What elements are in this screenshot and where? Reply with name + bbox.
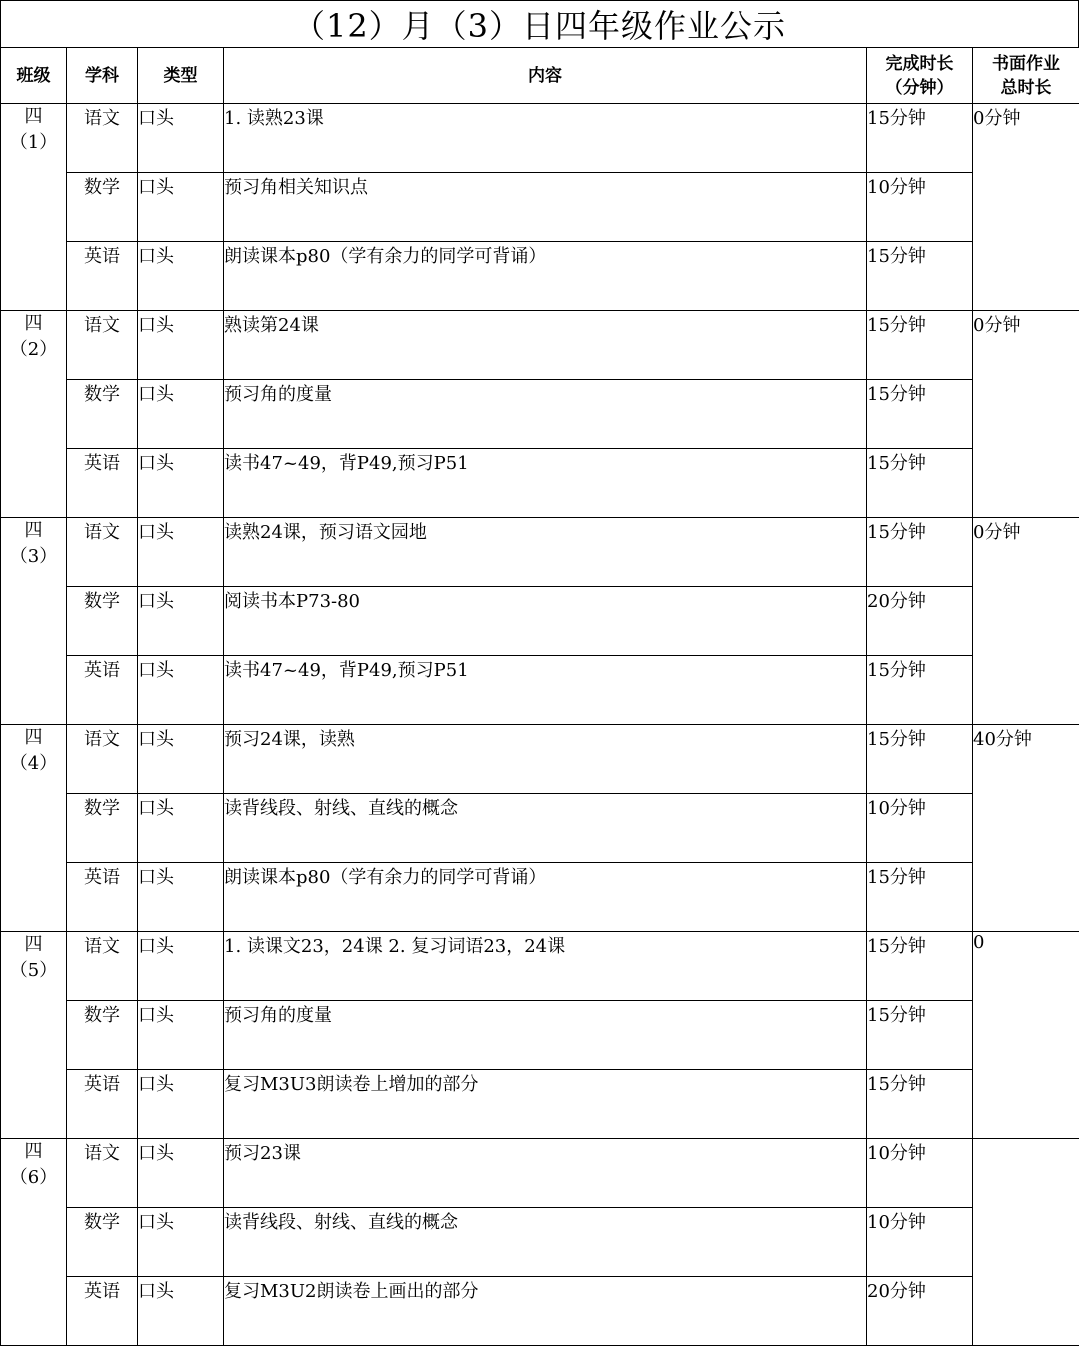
class-name: 四 xyxy=(1,932,66,958)
content-cell: 1. 读熟23课 xyxy=(224,104,867,173)
class-number: （2） xyxy=(1,337,66,363)
type-cell: 口头 xyxy=(138,1277,224,1346)
table-row xyxy=(1,794,1079,863)
type-cell: 口头 xyxy=(138,725,224,794)
table-row xyxy=(1,449,1079,518)
table-row xyxy=(1,1139,1079,1208)
table-row xyxy=(1,173,1079,242)
header-written-total xyxy=(973,48,1079,104)
header-duration-line1: 完成时长 xyxy=(867,52,972,76)
subject-cell: 语文 xyxy=(67,104,138,173)
content-cell: 读背线段、射线、直线的概念 xyxy=(224,1208,867,1277)
subject-cell: 语文 xyxy=(67,1139,138,1208)
table-body xyxy=(1,104,1079,1346)
subject-cell: 英语 xyxy=(67,449,138,518)
class-number: （5） xyxy=(1,958,66,984)
content-cell: 朗读课本p80（学有余力的同学可背诵） xyxy=(224,242,867,311)
type-cell: 口头 xyxy=(138,656,224,725)
table-row xyxy=(1,725,1079,794)
subject-cell: 英语 xyxy=(67,242,138,311)
header-class: 班级 xyxy=(1,48,67,104)
page-title: （12）月（3）日四年级作业公示 xyxy=(0,0,1079,48)
class-name: 四 xyxy=(1,518,66,544)
class-cell xyxy=(1,518,67,725)
header-duration xyxy=(867,48,973,104)
subject-cell: 语文 xyxy=(67,932,138,1001)
content-cell: 朗读课本p80（学有余力的同学可背诵） xyxy=(224,863,867,932)
class-number: （1） xyxy=(1,130,66,156)
duration-cell: 15分钟 xyxy=(867,311,973,380)
content-cell: 复习M3U2朗读卷上画出的部分 xyxy=(224,1277,867,1346)
content-cell: 复习M3U3朗读卷上增加的部分 xyxy=(224,1070,867,1139)
type-cell: 口头 xyxy=(138,104,224,173)
duration-cell: 15分钟 xyxy=(867,449,973,518)
duration-cell: 20分钟 xyxy=(867,587,973,656)
header-written-total-line2: 总时长 xyxy=(973,76,1079,100)
type-cell: 口头 xyxy=(138,242,224,311)
duration-cell: 10分钟 xyxy=(867,1208,973,1277)
duration-cell: 15分钟 xyxy=(867,932,973,1001)
type-cell: 口头 xyxy=(138,1070,224,1139)
duration-cell: 15分钟 xyxy=(867,380,973,449)
class-name: 四 xyxy=(1,104,66,130)
header-row xyxy=(1,48,1079,104)
header-subject: 学科 xyxy=(67,48,138,104)
type-cell: 口头 xyxy=(138,1208,224,1277)
duration-cell: 15分钟 xyxy=(867,1001,973,1070)
class-number: （6） xyxy=(1,1165,66,1191)
class-number: （4） xyxy=(1,751,66,777)
header-type: 类型 xyxy=(138,48,224,104)
content-cell: 预习角的度量 xyxy=(224,380,867,449)
type-cell: 口头 xyxy=(138,449,224,518)
table-row xyxy=(1,1001,1079,1070)
content-cell: 读背线段、射线、直线的概念 xyxy=(224,794,867,863)
type-cell: 口头 xyxy=(138,932,224,1001)
table-row xyxy=(1,587,1079,656)
content-cell: 预习23课 xyxy=(224,1139,867,1208)
class-cell xyxy=(1,1139,67,1346)
type-cell: 口头 xyxy=(138,794,224,863)
class-cell xyxy=(1,311,67,518)
subject-cell: 数学 xyxy=(67,173,138,242)
subject-cell: 英语 xyxy=(67,863,138,932)
content-cell: 读书47~49，背P49,预习P51 xyxy=(224,449,867,518)
type-cell: 口头 xyxy=(138,380,224,449)
table-row xyxy=(1,380,1079,449)
written-total-cell: 0分钟 xyxy=(973,311,1079,518)
duration-cell: 15分钟 xyxy=(867,863,973,932)
table-row xyxy=(1,1208,1079,1277)
subject-cell: 数学 xyxy=(67,380,138,449)
table-row xyxy=(1,1277,1079,1346)
subject-cell: 语文 xyxy=(67,725,138,794)
content-cell: 阅读书本P73-80 xyxy=(224,587,867,656)
content-cell: 预习角的度量 xyxy=(224,1001,867,1070)
subject-cell: 英语 xyxy=(67,656,138,725)
header-duration-line2: （分钟） xyxy=(867,76,972,100)
subject-cell: 数学 xyxy=(67,1001,138,1070)
written-total-cell xyxy=(973,1139,1079,1346)
table-row xyxy=(1,518,1079,587)
duration-cell: 10分钟 xyxy=(867,794,973,863)
content-cell: 1. 读课文23，24课 2. 复习词语23，24课 xyxy=(224,932,867,1001)
subject-cell: 数学 xyxy=(67,1208,138,1277)
table-row xyxy=(1,104,1079,173)
duration-cell: 20分钟 xyxy=(867,1277,973,1346)
subject-cell: 数学 xyxy=(67,794,138,863)
table-row xyxy=(1,656,1079,725)
type-cell: 口头 xyxy=(138,863,224,932)
content-cell: 读熟24课，预习语文园地 xyxy=(224,518,867,587)
class-number: （3） xyxy=(1,544,66,570)
table-row xyxy=(1,932,1079,1001)
duration-cell: 15分钟 xyxy=(867,1070,973,1139)
duration-cell: 15分钟 xyxy=(867,104,973,173)
type-cell: 口头 xyxy=(138,518,224,587)
type-cell: 口头 xyxy=(138,173,224,242)
duration-cell: 15分钟 xyxy=(867,242,973,311)
type-cell: 口头 xyxy=(138,311,224,380)
subject-cell: 英语 xyxy=(67,1070,138,1139)
duration-cell: 15分钟 xyxy=(867,725,973,794)
duration-cell: 15分钟 xyxy=(867,518,973,587)
duration-cell: 10分钟 xyxy=(867,173,973,242)
written-total-cell: 0分钟 xyxy=(973,518,1079,725)
table-row xyxy=(1,311,1079,380)
duration-cell: 10分钟 xyxy=(867,1139,973,1208)
class-name: 四 xyxy=(1,311,66,337)
written-total-cell: 40分钟 xyxy=(973,725,1079,932)
subject-cell: 数学 xyxy=(67,587,138,656)
written-total-cell: 0 xyxy=(973,932,1079,1139)
class-cell xyxy=(1,104,67,311)
content-cell: 预习角相关知识点 xyxy=(224,173,867,242)
subject-cell: 语文 xyxy=(67,518,138,587)
class-cell xyxy=(1,932,67,1139)
table-row xyxy=(1,242,1079,311)
written-total-cell: 0分钟 xyxy=(973,104,1079,311)
header-written-total-line1: 书面作业 xyxy=(973,52,1079,76)
subject-cell: 语文 xyxy=(67,311,138,380)
class-name: 四 xyxy=(1,725,66,751)
content-cell: 预习24课，读熟 xyxy=(224,725,867,794)
subject-cell: 英语 xyxy=(67,1277,138,1346)
type-cell: 口头 xyxy=(138,587,224,656)
homework-table xyxy=(0,47,1079,1346)
type-cell: 口头 xyxy=(138,1001,224,1070)
duration-cell: 15分钟 xyxy=(867,656,973,725)
type-cell: 口头 xyxy=(138,1139,224,1208)
table-row xyxy=(1,1070,1079,1139)
content-cell: 读书47~49，背P49,预习P51 xyxy=(224,656,867,725)
header-content: 内容 xyxy=(224,48,867,104)
class-cell xyxy=(1,725,67,932)
table-row xyxy=(1,863,1079,932)
class-name: 四 xyxy=(1,1139,66,1165)
content-cell: 熟读第24课 xyxy=(224,311,867,380)
